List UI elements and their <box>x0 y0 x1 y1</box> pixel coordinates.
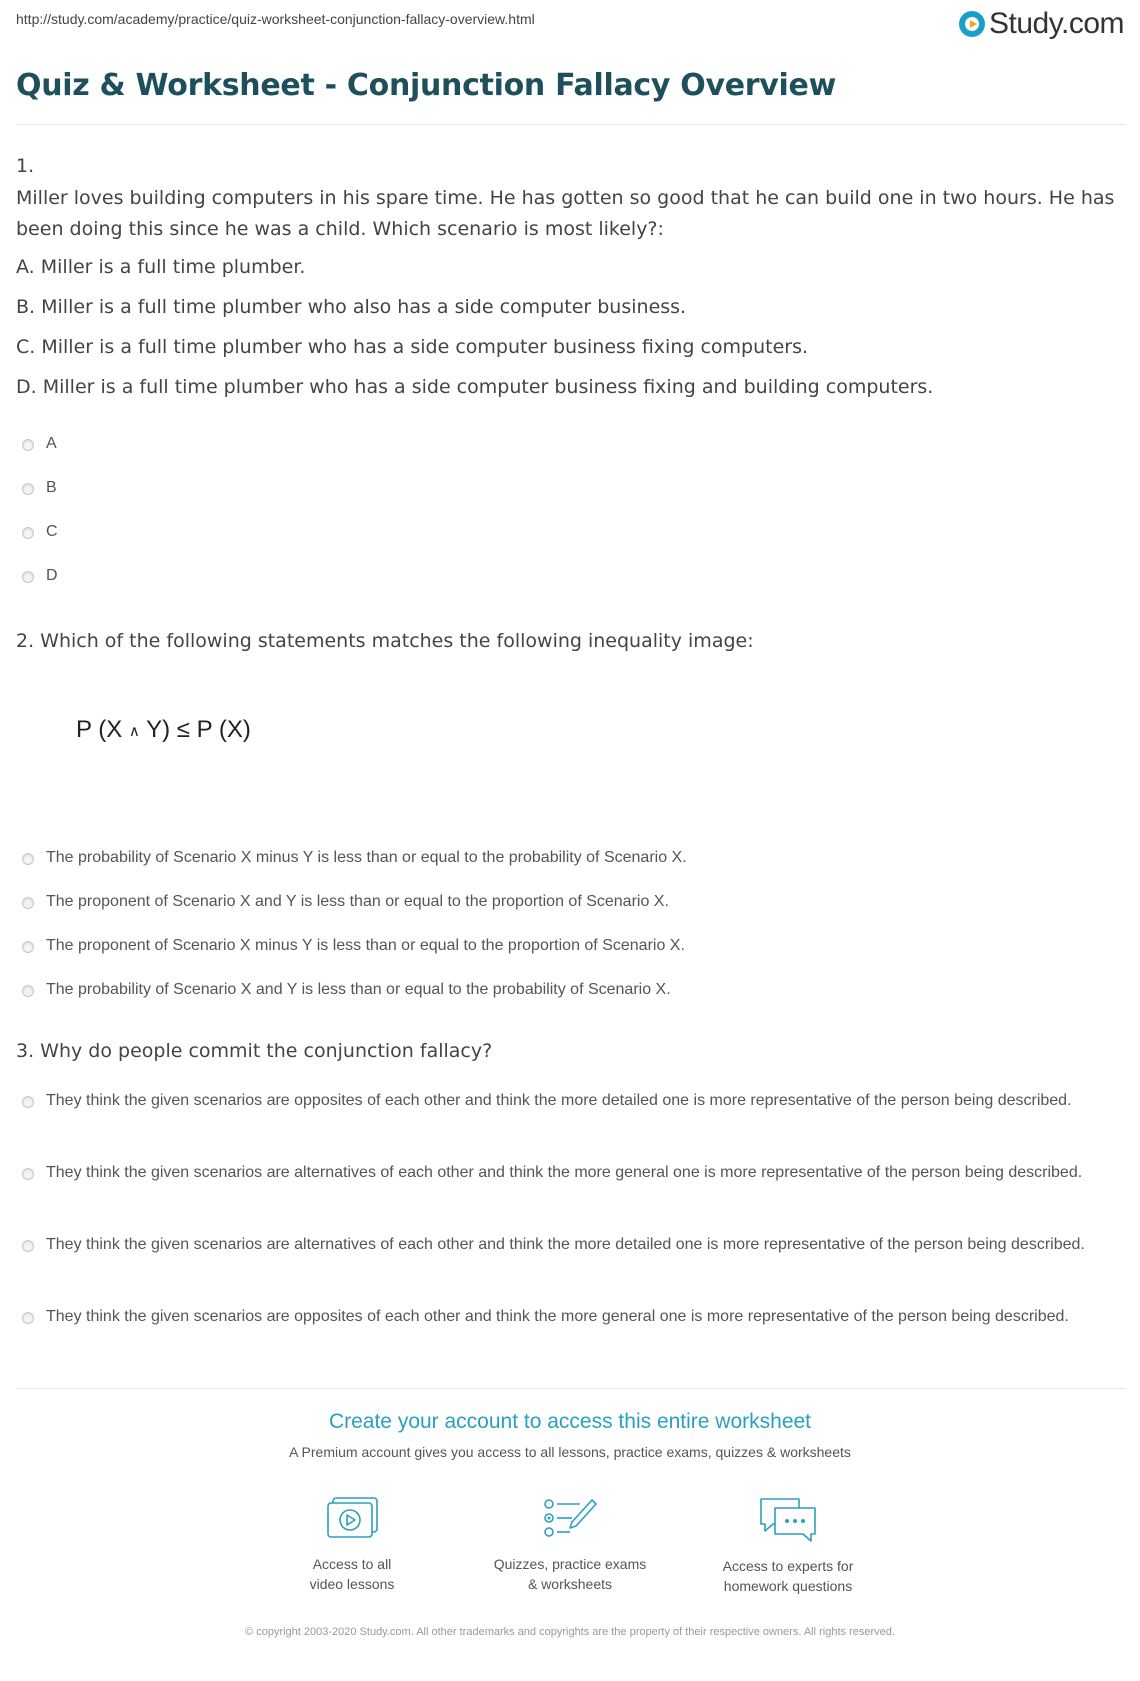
feature-label-line: Access to experts for <box>722 1558 854 1574</box>
radio-button[interactable] <box>22 897 34 909</box>
choice-label: They think the given scenarios are alternatives of each other and think the more general one is more representative of the person being described. <box>46 1164 1083 1181</box>
question-2-choice-4[interactable] <box>22 981 671 1004</box>
radio-button[interactable] <box>22 941 34 953</box>
question-3-choice-4[interactable] <box>22 1308 1086 1331</box>
copyright-notice: © copyright 2003-2020 Study.com. All other trademarks and copyrights are the property of their respective owners. All rights reserved. <box>245 1626 895 1638</box>
choice-label: The proponent of Scenario X minus Y is less than or equal to the proportion of Scenario X. <box>46 937 685 954</box>
question-1-text: Miller loves building computers in his spare time. He has gotten so good that he can build one in two hours. He has been doing this since he was a child. Which scenario is most likely?: <box>16 187 1115 240</box>
cta-link[interactable]: Create your account to access this entire worksheet <box>328 1410 812 1433</box>
choice-label: They think the given scenarios are opposites of each other and think the more detailed one is more representative of the person being described. <box>46 1092 1072 1109</box>
question-2-choice-3[interactable] <box>22 937 685 960</box>
choice-label: They think the given scenarios are opposites of each other and think the more general one is more representative of the person being described. <box>46 1308 1069 1325</box>
feature-quizzes <box>480 1496 660 1594</box>
question-2-heading: 2. Which of the following statements matches the following inequality image: <box>16 630 754 652</box>
formula-left: P (X <box>76 716 123 743</box>
radio-button[interactable] <box>22 439 34 451</box>
radio-button[interactable] <box>22 985 34 997</box>
choice-label: The proponent of Scenario X and Y is less than or equal to the proportion of Scenario X. <box>46 893 669 910</box>
radio-button[interactable] <box>22 1240 34 1252</box>
title-divider <box>16 124 1126 125</box>
logo-text: Study.com <box>989 7 1124 40</box>
study-logo[interactable] <box>959 6 1124 42</box>
choice-label: A <box>46 435 57 452</box>
page-url: http://study.com/academy/practice/quiz-worksheet-conjunction-fallacy-overview.html <box>16 11 535 27</box>
question-1-statement-b: B. Miller is a full time plumber who also has a side computer business. <box>16 296 687 318</box>
cta-divider <box>16 1388 1126 1389</box>
radio-button[interactable] <box>22 1096 34 1108</box>
feature-experts <box>698 1496 878 1596</box>
video-lesson-icon <box>324 1496 380 1542</box>
question-1-statement-c: C. Miller is a full time plumber who has a side computer business fixing computers. <box>16 336 809 358</box>
feature-label-line: Quizzes, practice exams <box>493 1556 647 1572</box>
top-bar <box>16 0 1124 40</box>
radio-button[interactable] <box>22 853 34 865</box>
choice-label: D <box>46 567 58 584</box>
formula-and-symbol: ∧ <box>128 723 140 740</box>
choice-label: They think the given scenarios are alternatives of each other and think the more detailed one is more representative of the person being described. <box>46 1236 1085 1253</box>
feature-label <box>262 1554 442 1594</box>
question-3-heading: 3. Why do people commit the conjunction fallacy? <box>16 1040 493 1062</box>
question-2-choice-1[interactable] <box>22 849 687 872</box>
choice-label: C <box>46 523 58 540</box>
question-1-choice-d[interactable] <box>22 567 58 590</box>
choice-label: The probability of Scenario X and Y is less than or equal to the probability of Scenario X. <box>46 981 671 998</box>
quiz-checklist-icon <box>542 1496 598 1542</box>
radio-button[interactable] <box>22 483 34 495</box>
radio-button[interactable] <box>22 571 34 583</box>
feature-label-line: homework questions <box>723 1578 853 1594</box>
radio-button[interactable] <box>22 1312 34 1324</box>
choice-label: B <box>46 479 57 496</box>
cta-subtitle: A Premium account gives you access to all lessons, practice exams, quizzes & worksheets <box>289 1444 851 1460</box>
feature-label-line: & worksheets <box>527 1576 613 1592</box>
radio-button[interactable] <box>22 527 34 539</box>
question-1-choice-a[interactable] <box>22 435 57 458</box>
feature-label-line: Access to all <box>312 1556 392 1572</box>
formula-right: Y) ≤ P (X) <box>146 716 251 743</box>
question-1-choice-b[interactable] <box>22 479 57 502</box>
question-1-choice-c[interactable] <box>22 523 58 546</box>
question-3-choice-1[interactable] <box>22 1092 1086 1115</box>
inequality-formula <box>76 716 251 744</box>
page-title: Quiz & Worksheet - Conjunction Fallacy Overview <box>16 68 836 103</box>
question-3-choice-3[interactable] <box>22 1236 1086 1259</box>
feature-label <box>698 1556 878 1596</box>
question-1-statement-d: D. Miller is a full time plumber who has a side computer business fixing and building computers. <box>16 376 934 398</box>
radio-button[interactable] <box>22 1168 34 1180</box>
chat-bubbles-icon <box>757 1496 819 1544</box>
question-1-statement-a: A. Miller is a full time plumber. <box>16 256 306 278</box>
feature-label <box>480 1554 660 1594</box>
feature-video-lessons <box>262 1496 442 1594</box>
choice-label: The probability of Scenario X minus Y is less than or equal to the probability of Scenario X. <box>46 849 687 866</box>
question-2-choice-2[interactable] <box>22 893 669 916</box>
feature-label-line: video lessons <box>309 1576 395 1592</box>
play-logo-icon <box>959 11 985 37</box>
question-1-number: 1. <box>16 155 35 177</box>
question-3-choice-2[interactable] <box>22 1164 1086 1187</box>
